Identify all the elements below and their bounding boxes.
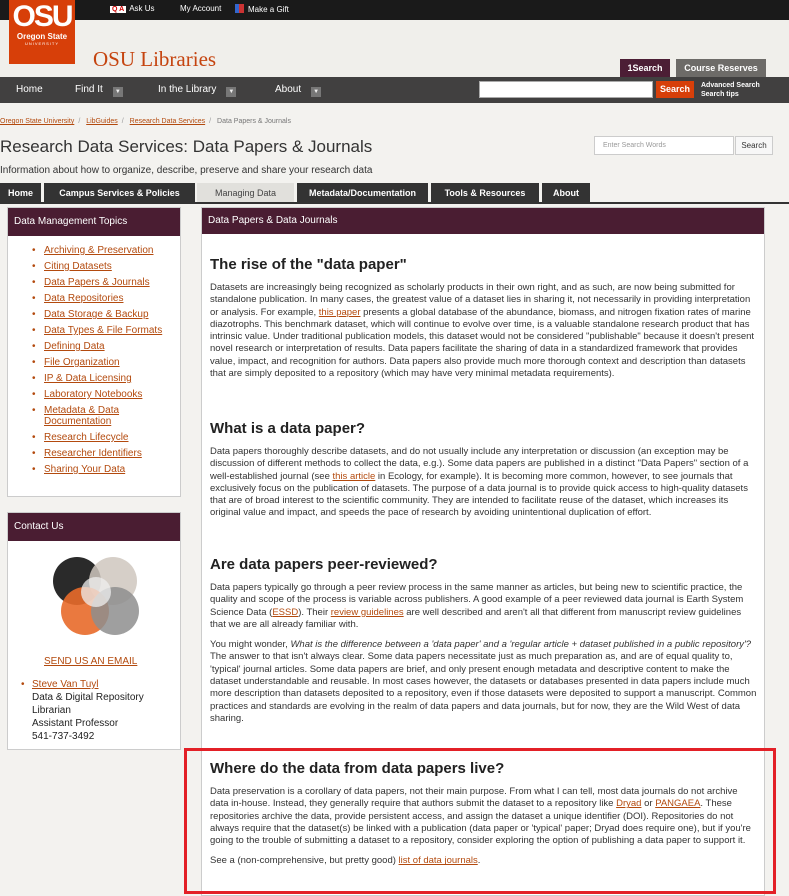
nav-library-label: In the Library: [158, 84, 217, 95]
section-peer-review: [210, 556, 758, 725]
tab-underline: [0, 202, 789, 204]
topics-heading: Data Management Topics: [8, 208, 180, 236]
contact-role: Data & Digital Repository Librarian: [32, 692, 144, 716]
section-title: What is a data paper?: [210, 420, 366, 437]
breadcrumb: Oregon State University / LibGuides / Research Data Services / Data Papers & Journals: [0, 118, 291, 125]
list-item[interactable]: [24, 309, 180, 320]
list-item[interactable]: [24, 261, 180, 272]
nav-find-it-label: Find It: [75, 84, 103, 95]
page-description: Information about how to organize, describe, preserve and share your research data: [0, 165, 373, 176]
advanced-search-link[interactable]: Advanced Search: [701, 82, 760, 89]
topic-link[interactable]: Sharing Your Data: [44, 464, 126, 475]
list-item[interactable]: [24, 432, 180, 443]
contact-person: [32, 678, 162, 743]
breadcrumb-rds[interactable]: Research Data Services: [129, 118, 206, 125]
contact-heading: Contact Us: [8, 513, 180, 541]
chevron-down-icon[interactable]: ▼: [113, 87, 123, 97]
breadcrumb-libguides[interactable]: LibGuides: [86, 118, 118, 125]
this-paper-link[interactable]: this paper: [318, 306, 361, 318]
section-paragraph: Data papers typically go through a peer review process in the same manner as articles, but being new to scientific practice, the quality and scope of the process is variable across publishers. A good example of a peer reviewed data journal is Earth System Science Data (ESSD). Their review guidelines are well described and aren't all that different from manuscript review guidelines that we are all already familiar with.: [210, 582, 744, 630]
gift-icon: [235, 4, 244, 13]
site-search-button[interactable]: Search: [656, 81, 694, 98]
topic-link[interactable]: Research Lifecycle: [44, 432, 129, 443]
topic-link[interactable]: Data Types & File Formats: [44, 325, 163, 336]
topic-link[interactable]: Citing Datasets: [44, 261, 112, 272]
venn-logo-icon: [53, 557, 143, 647]
topic-link[interactable]: Data Storage & Backup: [44, 309, 149, 320]
section-paragraph: Data papers thoroughly describe datasets, and do not usually include any interpretation or discussion (an exception may be discussion of different methods to collect the data, e.g.). Some data papers are published in a distinct "Data Papers" section of a well-established journal (see this article in Ecology, for example). It is becoming more common, however, to see journals that exclusively focus on the publication of datasets. The purpose of a data journal is to provide quick access to high-quality datasets that are of broad interest to the scientific community. They are intended to facilitate reuse of the dataset, which increases its original value and impact, and speeds the pace of research by avoiding unintentional duplication of effort.: [210, 446, 749, 519]
my-account-link[interactable]: My Account: [180, 4, 222, 13]
page-title: Research Data Services: Data Papers & Journals: [0, 137, 373, 156]
review-guidelines-link[interactable]: review guidelines: [330, 606, 404, 618]
topics-box: [7, 207, 181, 497]
topic-link[interactable]: IP & Data Licensing: [44, 373, 132, 384]
nav-about[interactable]: [275, 84, 321, 97]
logo-text: OSU: [12, 0, 72, 33]
topic-link[interactable]: Archiving & Preservation: [44, 245, 154, 256]
list-item[interactable]: [24, 325, 180, 336]
essd-link[interactable]: ESSD: [272, 606, 299, 618]
site-header: [0, 20, 789, 77]
dryad-link[interactable]: Dryad: [616, 798, 642, 810]
guide-tabs: [0, 183, 789, 203]
section-paragraph: Data preservation is a corollary of data papers, not their main purpose. From what I can tell, most data journals do not archive data in-house. Instead, they generally require that authors submit the dataset to a repository like Dryad or PANGAEA. These repositories archive the data, provide persistent access, and assign the dataset a unique identifier (DOI). Repositories do not always require that the dataset(s) be linked with a publication (data paper or 'typical' paper; Dryad does require one), but if you're going to the trouble of submitting a dataset to a repository, consider exploring the option of publishing a data paper to support it.: [210, 786, 751, 847]
guide-search-button[interactable]: Search: [735, 136, 773, 155]
section-title: The rise of the "data paper": [210, 256, 407, 273]
tab-course-reserves[interactable]: Course Reserves: [676, 59, 766, 77]
main-heading: Data Papers & Data Journals: [202, 208, 764, 234]
section-paragraph: See a (non-comprehensive, but pretty good) list of data journals.: [210, 855, 481, 867]
site-search-input[interactable]: [479, 81, 653, 98]
advanced-search-links: [701, 81, 760, 99]
logo-university: UNIVERSITY: [24, 41, 59, 46]
section-title: Where do the data from data papers live?: [210, 760, 505, 777]
list-item[interactable]: [24, 293, 180, 304]
tab-tools-resources[interactable]: Tools & Resources: [431, 183, 539, 203]
logo-subtext: Oregon State: [16, 32, 68, 41]
nav-find-it[interactable]: [75, 84, 123, 97]
contact-phone: 541-737-3492: [32, 731, 95, 742]
topic-link[interactable]: Metadata & Data Documentation: [44, 405, 120, 427]
list-item[interactable]: [24, 389, 180, 400]
topic-link[interactable]: Data Papers & Journals: [44, 277, 150, 288]
highlight-box: [184, 748, 776, 894]
topic-link[interactable]: Laboratory Notebooks: [44, 389, 143, 400]
section-title: Are data papers peer-reviewed?: [210, 556, 438, 573]
breadcrumb-osu[interactable]: Oregon State University: [0, 118, 75, 125]
list-item[interactable]: [24, 357, 180, 368]
contact-name-link[interactable]: Steve Van Tuyl: [32, 679, 99, 690]
osu-logo[interactable]: [9, 0, 75, 64]
topics-list: [8, 236, 180, 475]
tab-about[interactable]: About: [542, 183, 590, 203]
make-gift-label: Make a Gift: [248, 5, 289, 14]
section-paragraph: You might wonder, What is the difference between a 'data paper' and a 'regular article + dataset published in a public repository'? The answer to that isn't always clear. Some data papers necessitate just as much preparation as, and are of equal quality to, 'typical' journal articles. Some data papers are brief, and only present enough metadata and descriptive content to make the dataset understandable and reusable. In most cases however, the datasets or databases presented in data papers include much more description than datasets deposited to a repository, even if those datasets were deposited to support a manuscript. Common practices and standards are evolving in the realm of data papers and data journals, but for now, they are the Wild West of data sharing.: [210, 639, 757, 724]
contact-box: [7, 512, 181, 750]
ask-us-link[interactable]: [110, 4, 155, 13]
chevron-down-icon[interactable]: ▼: [311, 87, 321, 97]
nav-home[interactable]: Home: [16, 84, 43, 95]
nav-in-the-library[interactable]: [158, 84, 236, 97]
search-tips-link[interactable]: Search tips: [701, 91, 739, 98]
tab-managing-data[interactable]: Managing Data: [197, 183, 294, 203]
guide-search-input[interactable]: Enter Search Words: [594, 136, 734, 155]
main-nav: [0, 77, 789, 103]
ask-us-label: Ask Us: [129, 4, 155, 13]
section-paragraph: Datasets are increasingly being recognized as scholarly products in their own right, and as such, are now being submitted for standalone publication. In many cases, the greatest value of a dataset lies in sharing it, not necessarily in providing interpretation or analysis. For example, this paper presents a global database of the abundance, biomass, and nitrogen fixation rates of marine diazotrophs. This benchmark dataset, which will continue to evolve over time, is a valuable standalone research product that has intrinsic value. Under traditional publication models, this dataset would not be considered "publishable" because it doesn't present novel research or interpretation of results. Data papers facilitate the sharing of data in a standardized framework that provides value, impact, and recognition for authors. Data papers also provide much more thorough context and description than datasets that are simply deposited to a repository (which may have very minimal metadata requirements).: [210, 282, 755, 380]
topic-link[interactable]: Researcher Identifiers: [44, 448, 142, 459]
pangaea-link[interactable]: PANGAEA: [655, 798, 701, 810]
list-item[interactable]: [24, 464, 180, 475]
list-of-data-journals-link[interactable]: list of data journals: [398, 855, 478, 867]
this-article-link[interactable]: this article: [332, 470, 376, 482]
list-item[interactable]: [24, 277, 180, 288]
list-item[interactable]: [24, 245, 180, 256]
topic-link[interactable]: Defining Data: [44, 341, 105, 352]
send-email-link[interactable]: SEND US AN EMAIL: [44, 656, 138, 667]
list-item[interactable]: [24, 373, 180, 384]
nav-about-label: About: [275, 84, 302, 95]
section-what: [210, 420, 758, 520]
section-rise: [210, 256, 758, 380]
make-gift-link[interactable]: [235, 4, 289, 14]
topic-link[interactable]: Data Repositories: [44, 293, 124, 304]
top-utility-bar: [0, 0, 789, 20]
breadcrumb-current: Data Papers & Journals: [217, 118, 291, 125]
ask-us-icon: Q A: [112, 6, 125, 13]
list-item[interactable]: [24, 405, 144, 427]
tab-1search[interactable]: 1Search: [620, 59, 670, 77]
list-item[interactable]: [24, 448, 180, 459]
topic-link[interactable]: File Organization: [44, 357, 120, 368]
site-name[interactable]: OSU Libraries: [93, 47, 217, 71]
contact-title: Assistant Professor: [32, 718, 119, 729]
list-item[interactable]: [24, 341, 180, 352]
tab-campus-services[interactable]: Campus Services & Policies: [44, 183, 195, 203]
tab-home[interactable]: Home: [0, 183, 41, 203]
tab-metadata[interactable]: Metadata/Documentation: [297, 183, 428, 203]
chevron-down-icon[interactable]: ▼: [226, 87, 236, 97]
